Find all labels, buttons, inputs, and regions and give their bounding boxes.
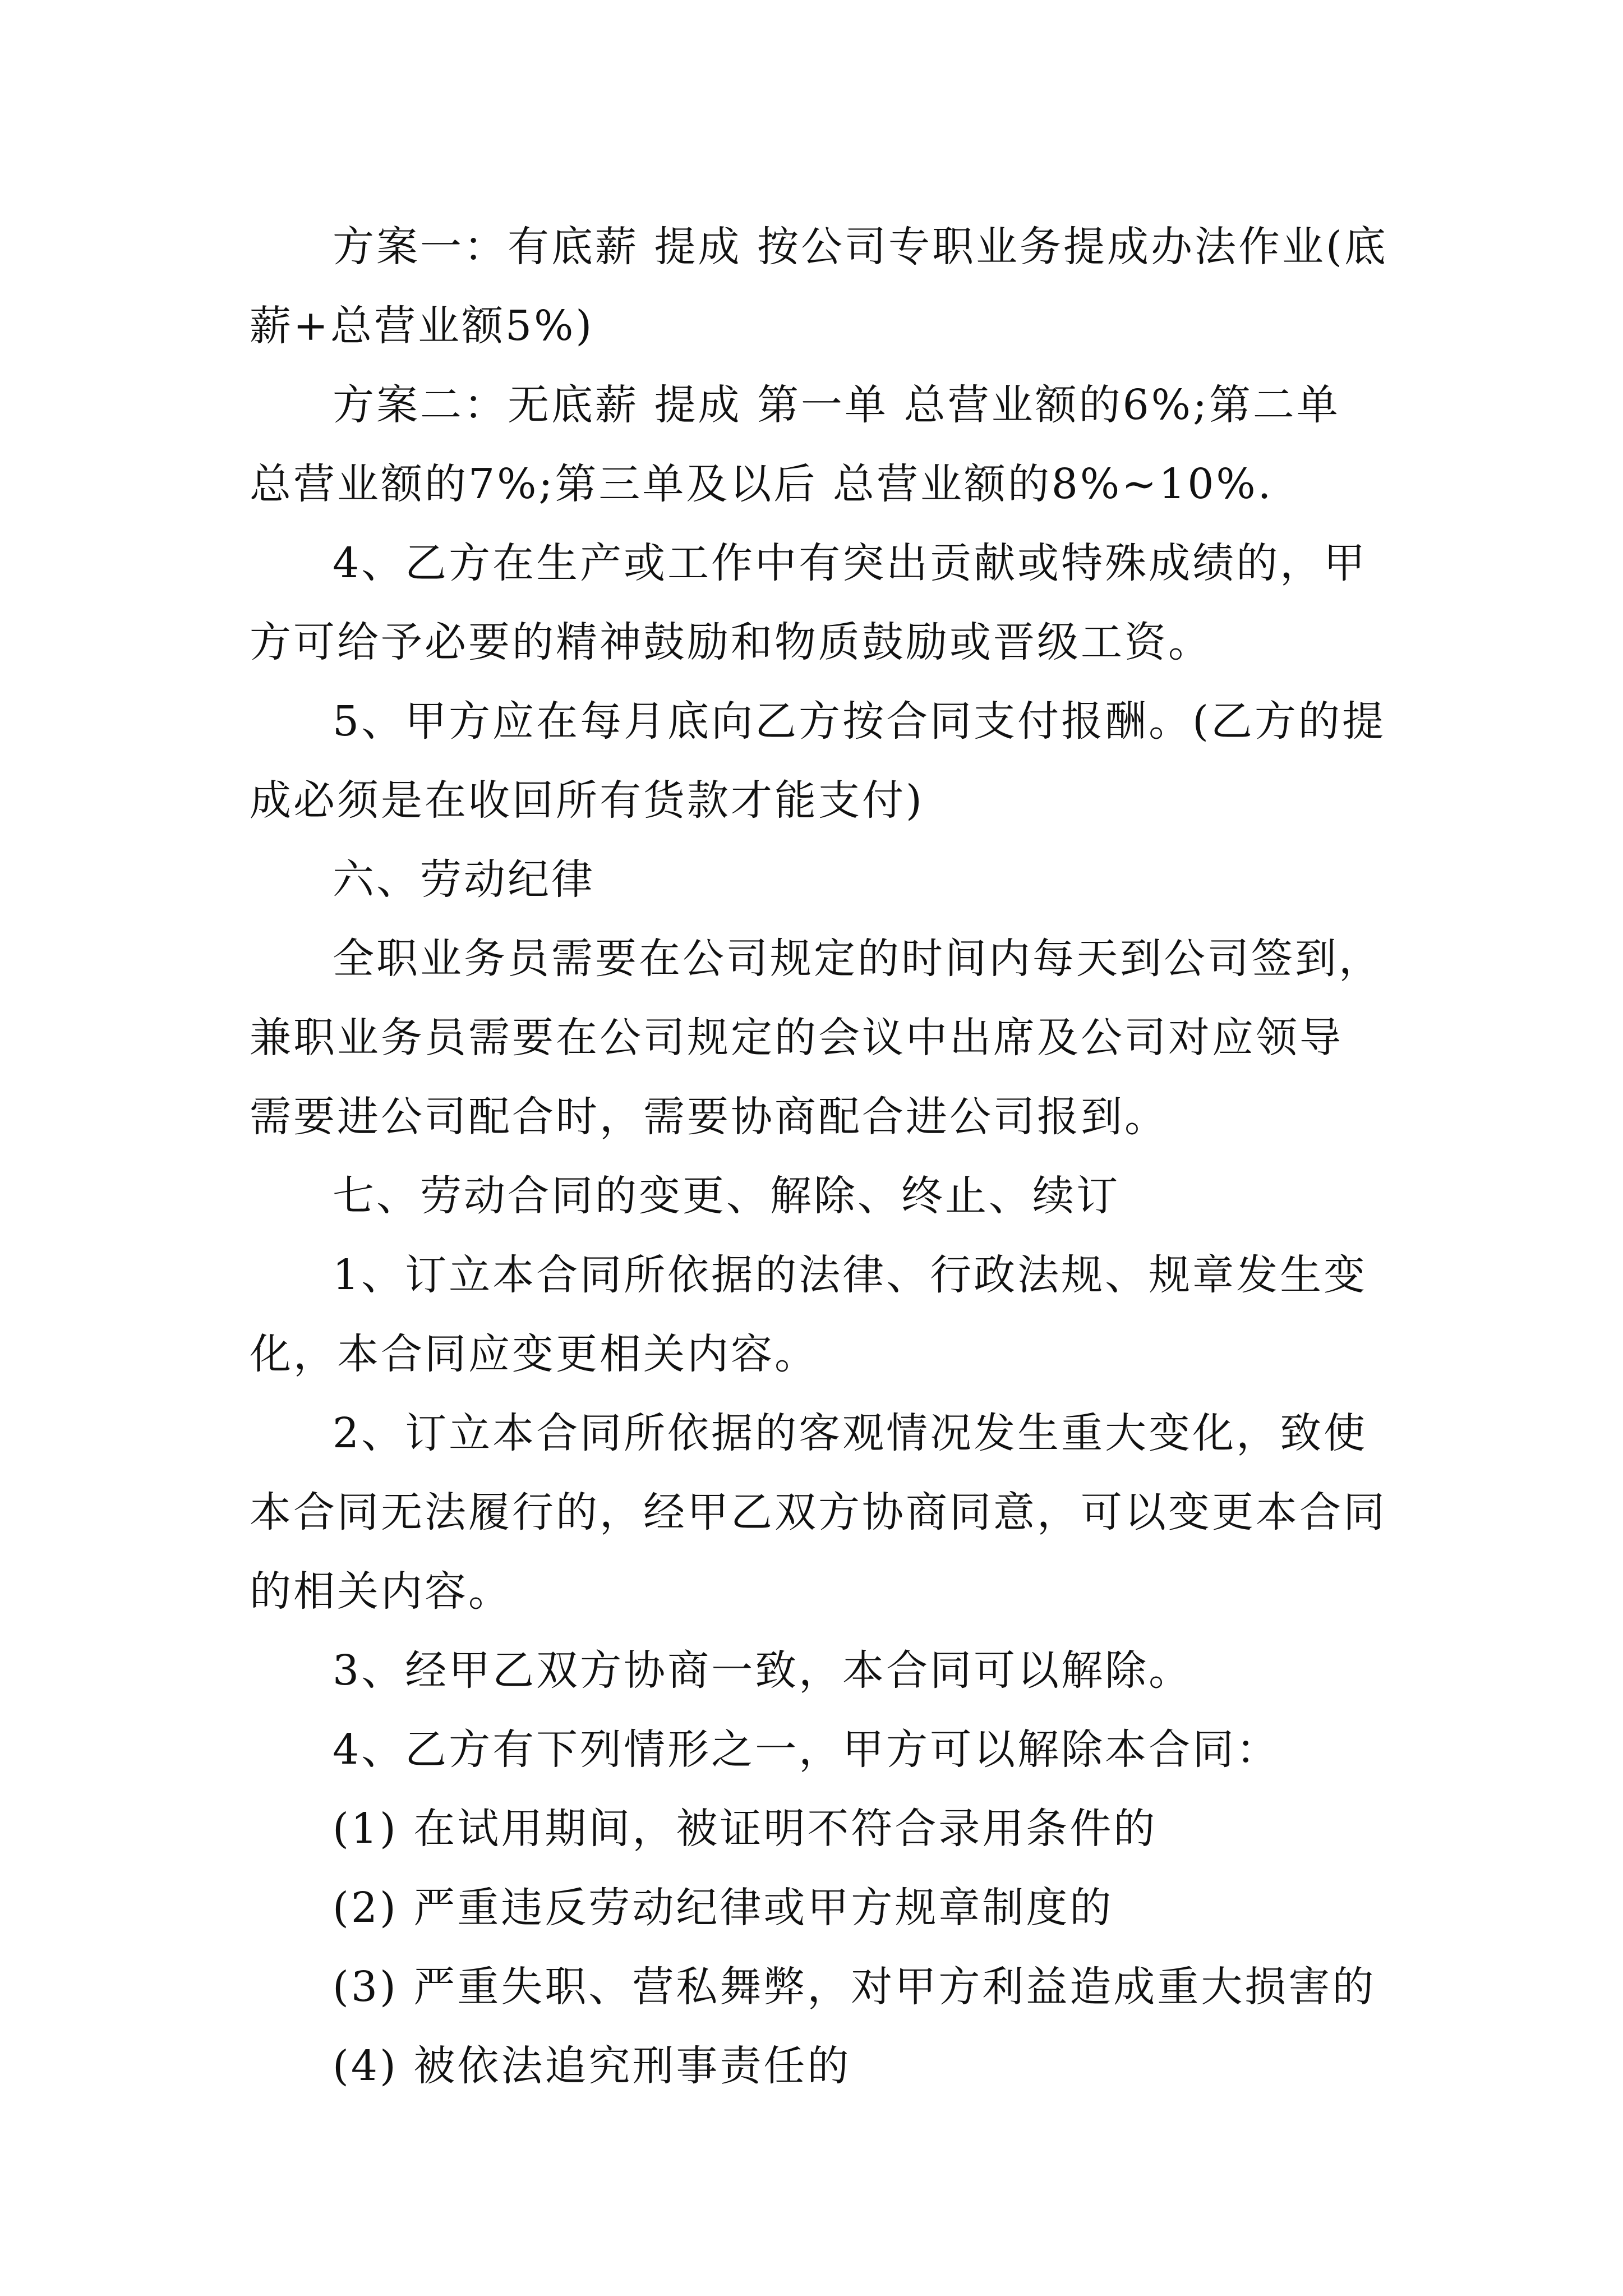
- text-line: 5、甲方应在每月底向乙方按合同支付报酬。(乙方的提: [333, 697, 1386, 746]
- text-line: (4) 被依法追究刑事责任的: [333, 2042, 851, 2090]
- text-line: 4、乙方在生产或工作中有突出贡献或特殊成绩的，甲: [333, 539, 1368, 587]
- text-line: 化，本合同应变更相关内容。: [250, 1330, 818, 1378]
- text-line: 方可给予必要的精神鼓励和物质鼓励或晋级工资。: [250, 618, 1212, 666]
- text-line: 七、劳动合同的变更、解除、终止、续订: [333, 1172, 1120, 1220]
- list-item-discipline-violation: [250, 1869, 1377, 1948]
- text-line: 六、劳动纪律: [333, 855, 595, 904]
- list-item-criminal-liability: [250, 2027, 1377, 2106]
- list-item-dereliction: [250, 1948, 1377, 2027]
- document-body: [250, 208, 1388, 2106]
- paragraph-clause-3-mutual-termination: [250, 1631, 1377, 1710]
- paragraph-plan-two: [250, 366, 1377, 524]
- paragraph-clause-4-termination-grounds: [250, 1710, 1377, 1789]
- paragraph-clause-4-rewards: [250, 524, 1377, 682]
- section-heading-labor-discipline: [250, 840, 1377, 919]
- text-line: 的相关内容。: [250, 1567, 512, 1616]
- text-line: 兼职业务员需要在公司规定的会议中出席及公司对应领导: [250, 1014, 1343, 1062]
- text-line: 全职业务员需要在公司规定的时间内每天到公司签到，: [333, 935, 1382, 983]
- text-line: (2) 严重违反劳动纪律或甲方规章制度的: [333, 1884, 1114, 1932]
- text-line: 本合同无法履行的，经甲乙双方协商同意，可以变更本合同: [250, 1488, 1387, 1536]
- paragraph-attendance: [250, 919, 1382, 1157]
- text-line: 3、经甲乙双方协商一致，本合同可以解除。: [333, 1646, 1193, 1695]
- text-line: 薪+总营业额5%): [250, 302, 594, 350]
- paragraph-clause-5-payment: [250, 682, 1386, 840]
- paragraph-clause-1-law-change: [250, 1236, 1377, 1394]
- text-line: (1) 在试用期间，被证明不符合录用条件的: [333, 1805, 1158, 1853]
- text-line: 方案一：有底薪 提成 按公司专职业务提成办法作业(底: [333, 223, 1388, 271]
- text-line: 总营业额的7%;第三单及以后 总营业额的8%~10%.: [250, 460, 1274, 508]
- text-line: 2、订立本合同所依据的客观情况发生重大变化，致使: [333, 1409, 1368, 1457]
- paragraph-clause-2-circumstance-change: [250, 1394, 1387, 1631]
- text-line: 1、订立本合同所依据的法律、行政法规、规章发生变: [333, 1251, 1368, 1299]
- text-line: (3) 严重失职、营私舞弊，对甲方利益造成重大损害的: [333, 1963, 1376, 2011]
- text-line: 4、乙方有下列情形之一，甲方可以解除本合同：: [333, 1726, 1280, 1774]
- text-line: 成必须是在收回所有货款才能支付): [250, 776, 924, 825]
- list-item-probation: [250, 1789, 1377, 1869]
- paragraph-plan-one: [250, 208, 1388, 366]
- text-line: 方案二：无底薪 提成 第一单 总营业额的6%;第二单: [333, 381, 1340, 429]
- text-line: 需要进公司配合时，需要协商配合进公司报到。: [250, 1093, 1168, 1141]
- section-heading-contract-changes: [250, 1157, 1377, 1236]
